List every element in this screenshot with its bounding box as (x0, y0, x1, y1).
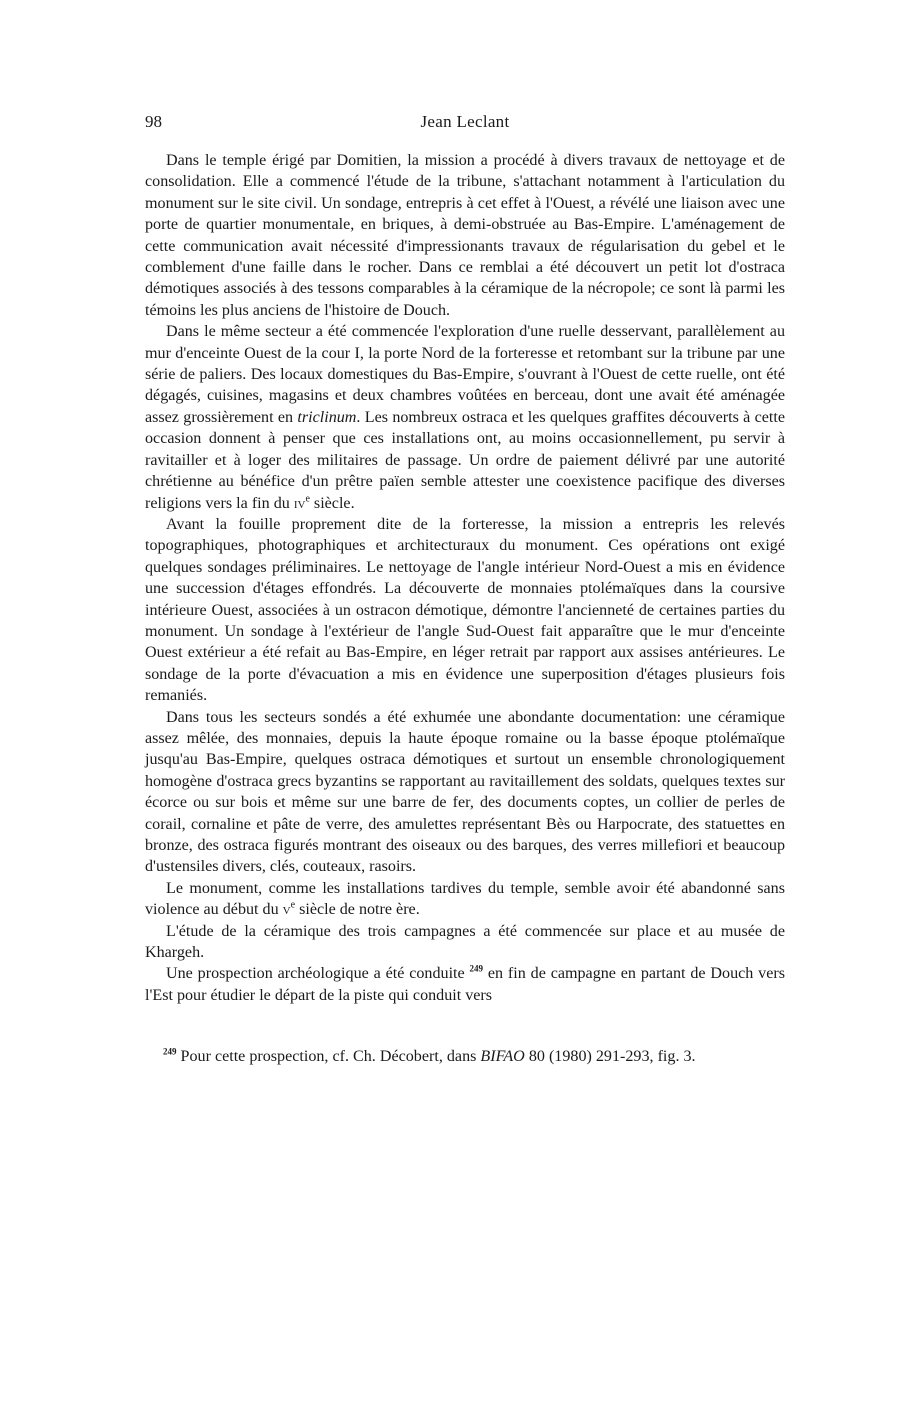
century-numeral: iv (293, 494, 306, 512)
paragraph-forteresse (145, 514, 785, 707)
paragraph-text: L'étude de la céramique des trois campagnes a été commencée sur place et au musée de Khargeh. (145, 922, 785, 962)
paragraph-abandon (145, 878, 785, 921)
paragraph-text: Le monument, comme les installations tardives du temple, semble avoir été abandonné sans violence au début du (145, 879, 785, 919)
page (145, 112, 785, 1067)
page-number: 98 (145, 112, 162, 131)
paragraph-text: siècle de notre ère. (295, 901, 420, 919)
running-head (145, 112, 785, 136)
footnote-marker: 249 (163, 1046, 177, 1057)
paragraph-ruelle (145, 321, 785, 514)
running-title: Jean Leclant (420, 112, 510, 131)
journal-title: BIFAO (480, 1048, 525, 1066)
paragraph-documentation (145, 707, 785, 878)
footnote-text: Pour cette prospection, cf. Ch. Décobert, dans (176, 1048, 481, 1066)
body-text (145, 150, 785, 1006)
century-numeral: v (282, 901, 291, 919)
paragraph-text: siècle. (309, 494, 355, 512)
footnote-text: 80 (1980) 291-293, fig. 3. (524, 1048, 696, 1066)
paragraph-text: Une prospection archéologique a été conduite (166, 965, 470, 983)
paragraph-text: Dans le même secteur a été commencée l'exploration d'une ruelle desservant, parallèlement au mur d'enceinte Ouest de la cour I, la porte Nord de la forteresse et retombant sur la tribune par une série de paliers. Des locaux domestiques du Bas-Empire, s'ouvrant à l'Ouest de cette ruelle, ont été dégagés, cuisines, magasins et deux chambres voûtées en berceau, dont une avait été aménagée assez grossièrement en (145, 323, 785, 426)
paragraph-text: Avant la fouille proprement dite de la forteresse, la mission a entrepris les relevés topographiques, photographiques et architecturaux du monument. Ces opérations ont exigé quelques sondages préliminaires. Le nettoyage de l'angle intérieur Nord-Ouest a mis en évidence une succession d'étages effondrés. La découverte de monnaies ptolémaïques dans la coursive intérieure Ouest, associées à un ostracon démotique, démontre l'ancienneté de certaines parties du monument. Un sondage à l'extérieur de l'angle Sud-Ouest fait apparaître que le mur d'enceinte Ouest extérieur a été refait au Bas-Empire, en léger retrait par rapport aux assises antérieures. Le sondage de la porte d'évacuation a mis en évidence une superposition d'étages plusieurs fois remaniés. (145, 515, 785, 705)
century-superscript: e (290, 899, 296, 911)
paragraph-temple (145, 150, 785, 321)
paragraph-text: en fin de campagne en partant de Douch vers l'Est pour étudier le départ de la piste qui conduit vers (145, 965, 785, 1004)
footnote (145, 1046, 785, 1067)
footnote-reference[interactable]: 249 (469, 964, 484, 975)
paragraph-ceramique (145, 921, 785, 964)
paragraph-prospection (145, 963, 785, 1006)
paragraph-text: Dans le temple érigé par Domitien, la mission a procédé à divers travaux de nettoyage et de consolidation. Elle a commencé l'étude de la tribune, s'attachant notamment à l'articulation du monument sur le site civil. Un sondage, entrepris à cet effet à l'Ouest, a révélé une liaison avec une porte de quartier monumentale, en briques, à demi-obstruée au Bas-Empire. L'aménagement de cette communication avait nécessité d'impressionants travaux de régularisation du gebel et le comblement d'une faille dans le rocher. Dans ce remblai a été découvert un petit lot d'ostraca démotiques associés à des tessons comparables à la céramique de la nécropole; ce sont là parmi les témoins les plus anciens de l'histoire de Douch. (145, 152, 785, 319)
paragraph-text: Dans tous les secteurs sondés a été exhumée une abondante documentation: une céramique assez mêlée, des monnaies, depuis la haute époque romaine ou la basse époque ptolémaïque jusqu'au Bas-Empire, quelques ostraca démotiques et surtout un ensemble chronologiquement homogène d'ostraca grecs byzantins se rapportant au ravitaillement des soldats, quelques textes sur écorce ou sur bois et même sur une barre de fer, des documents coptes, un collier de perles de corail, cornaline et pâte de verre, des amulettes représentant Bès ou Harpocrate, des statuettes en bronze, des ostraca figurés montrant des oiseaux ou des barques, des verres millefiori et beaucoup d'ustensiles divers, clés, couteaux, rasoirs. (145, 708, 785, 876)
paragraph-text: . Les nombreux ostraca et les quelques graffites découverts à cette occasion donnent à penser que ces installations ont, au moins occasionnellement, pu servir à ravitailler et à loger des militaires de passage. Un ordre de paiement délivré par une autorité chrétienne au bénéfice d'un prêtre païen semble attester une coexistence pacifique des diverses religions vers la fin du (145, 408, 785, 512)
italic-term: triclinum (297, 408, 357, 426)
century-superscript: e (305, 493, 310, 505)
